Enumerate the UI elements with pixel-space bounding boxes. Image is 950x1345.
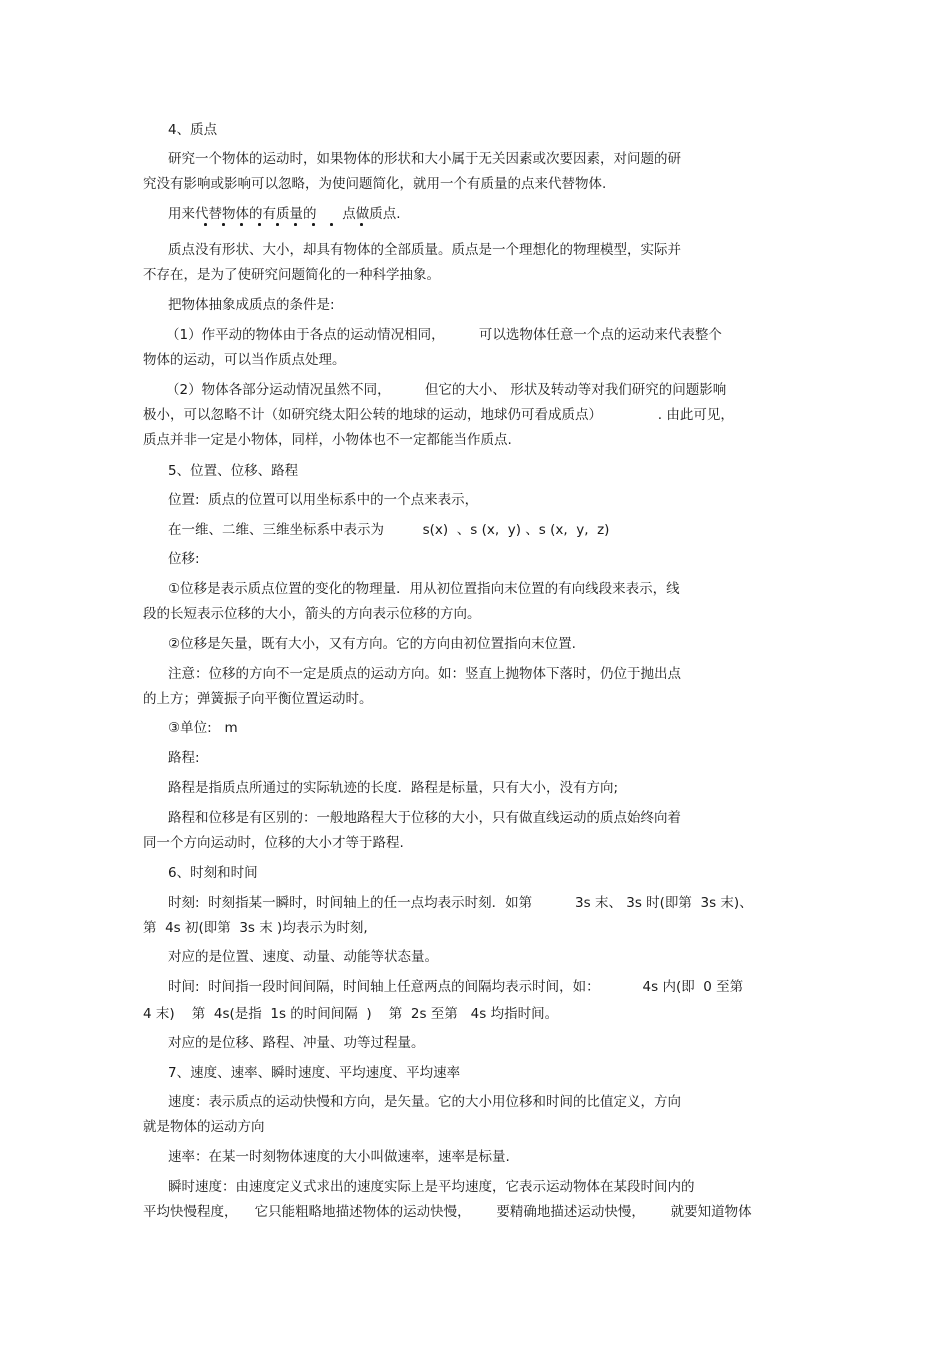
paragraph-line: 对应的是位移、路程、冲量、功等过程量。: [168, 1035, 425, 1051]
paragraph-line: ②位移是矢量，既有大小，又有方向。它的方向由初位置指向末位置.: [168, 636, 576, 652]
paragraph-line: 路程和位移是有区别的：一般地路程大于位移的大小，只有做直线运动的质点始终向着: [168, 810, 681, 826]
paragraph-line: ①位移是表示质点位置的变化的物理量．用从初位置指向末位置的有向线段来表示，线: [168, 581, 680, 597]
heading-4: 4、质点: [168, 122, 218, 138]
paragraph-line: 注意：位移的方向不一定是质点的运动方向。如：竖直上抛物体下落时，仍位于抛出点: [168, 666, 681, 682]
paragraph-line-emphasis: 用来代替物体的有质量的 点做质点.: [168, 206, 401, 222]
paragraph-line: 的上方；弹簧振子向平衡位置运动时。: [143, 691, 373, 707]
paragraph-line: （1）作平动的物体由于各点的运动情况相同， 可以选物体任意一个点的运动来代表整个: [166, 327, 722, 343]
paragraph-line: 极小，可以忽略不计（如研究绕太阳公转的地球的运动，地球仍可看成质点） . 由此可见，: [143, 407, 734, 423]
paragraph-line: 对应的是位置、速度、动量、动能等状态量。: [168, 949, 438, 965]
paragraph-line: （2）物体各部分运动情况虽然不同， 但它的大小、 形状及转动等对我们研究的问题影响: [166, 382, 727, 398]
paragraph-line: 就是物体的运动方向: [143, 1119, 265, 1135]
paragraph-line: 时间: 时间指一段时间间隔，时间轴上任意两点的间隔均表示时间，如： 4s 内(即 0 至第: [168, 979, 744, 995]
heading-7: 7、速度、速率、瞬时速度、平均速度、平均速率: [168, 1065, 461, 1081]
paragraph-line: 质点并非一定是小物体，同样，小物体也不一定都能当作质点.: [143, 432, 512, 448]
paragraph-line: 4 末) 第 4s(是指 1s 的时间间隔 ) 第 2s 至第 4s 均指时间。: [143, 1006, 559, 1022]
paragraph-line: 位移:: [168, 551, 200, 567]
paragraph-line: 位置: 质点的位置可以用坐标系中的一个点来表示，: [168, 492, 479, 508]
emphasis-dots: [196, 223, 362, 229]
paragraph-line: 物体的运动，可以当作质点处理。: [143, 352, 346, 368]
paragraph-line: 同一个方向运动时，位移的大小才等于路程.: [143, 835, 404, 851]
paragraph-line: 速度：表示质点的运动快慢和方向，是矢量。它的大小用位移和时间的比值定义，方向: [168, 1094, 681, 1110]
paragraph-line: ③单位: m: [168, 720, 238, 736]
paragraph-line: 把物体抽象成质点的条件是:: [168, 297, 335, 313]
paragraph-line: 路程:: [168, 750, 200, 766]
paragraph-line: 平均快慢程度， 它只能粗略地描述物体的运动快慢， 要精确地描述运动快慢， 就要知道物体: [143, 1204, 752, 1220]
paragraph-line: 第 4s 初(即第 3s 末 )均表示为时刻,: [143, 920, 368, 936]
heading-5: 5、位置、位移、路程: [168, 463, 299, 479]
paragraph-line: 速率：在某一时刻物体速度的大小叫做速率，速率是标量.: [168, 1149, 510, 1165]
paragraph-line: 研究一个物体的运动时，如果物体的形状和大小属于无关因素或次要因素，对问题的研: [168, 151, 681, 167]
paragraph-line: 瞬时速度：由速度定义式求出的速度实际上是平均速度，它表示运动物体在某段时间内的: [168, 1179, 695, 1195]
paragraph-line: 段的长短表示位移的大小，箭头的方向表示位移的方向。: [143, 606, 481, 622]
paragraph-line: 不存在，是为了使研究问题简化的一种科学抽象。: [143, 267, 440, 283]
paragraph-line: 时刻: 时刻指某一瞬时，时间轴上的任一点均表示时刻．如第 3s 末、 3s 时(即第 3s 末)、: [168, 895, 753, 911]
heading-6: 6、时刻和时间: [168, 865, 258, 881]
paragraph-line: 质点没有形状、大小，却具有物体的全部质量。质点是一个理想化的物理模型，实际并: [168, 242, 681, 258]
paragraph-line: 路程是指质点所通过的实际轨迹的长度．路程是标量，只有大小，没有方向;: [168, 780, 619, 796]
paragraph-line: 究没有影响或影响可以忽略，为使问题简化，就用一个有质量的点来代替物体.: [143, 176, 607, 192]
paragraph-line: 在一维、二维、三维坐标系中表示为 s(x) 、s (x, y) 、s (x, y, z): [168, 522, 610, 538]
